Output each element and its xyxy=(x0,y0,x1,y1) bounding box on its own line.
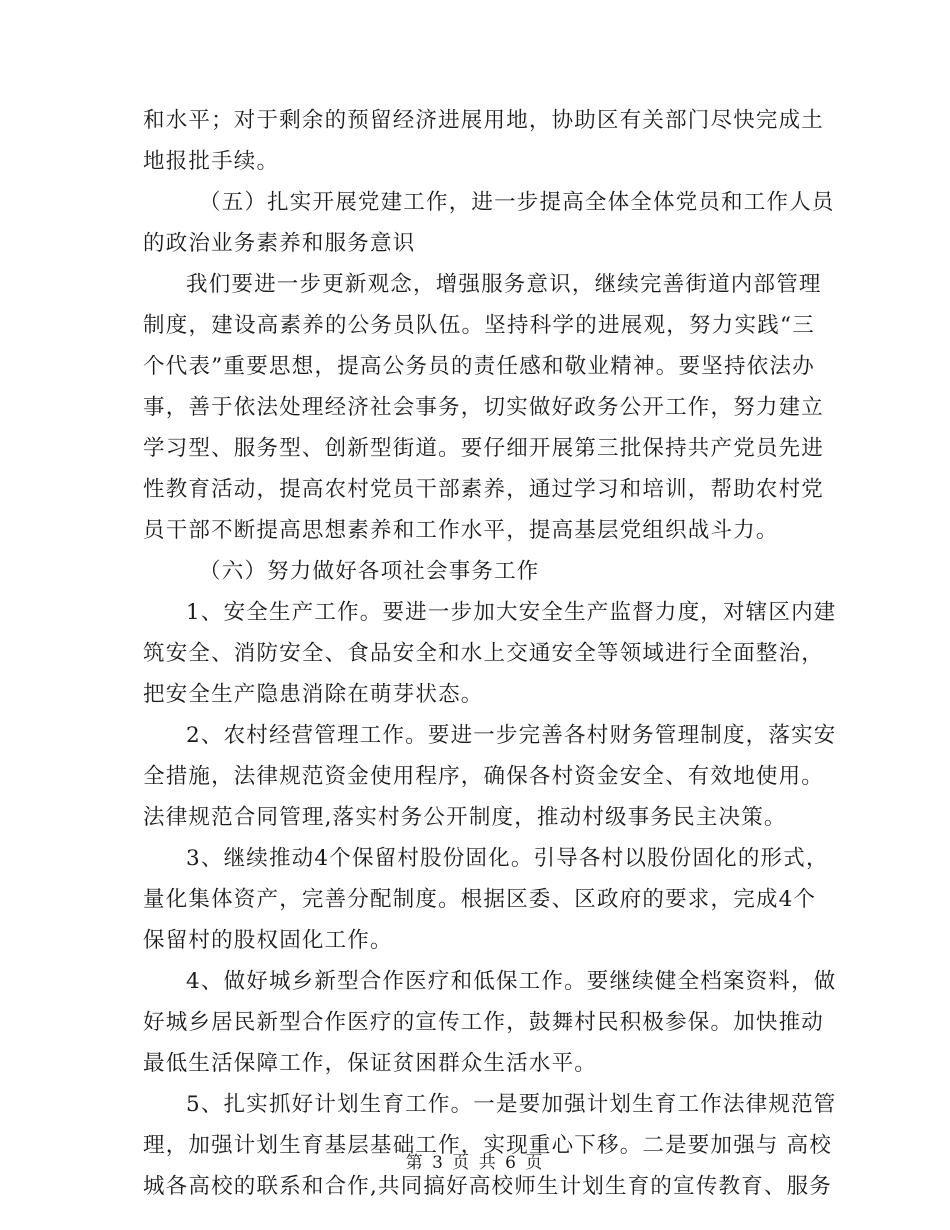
section-heading-line: （五）扎实开展党建工作，进一步提高全体全体党员和工作人员 xyxy=(199,190,835,215)
paragraph-line: 最低生活保障工作，保证贫困群众生活水平。 xyxy=(143,1051,598,1076)
paragraph-line: 1、安全生产工作。要进一步加大安全生产监督力度，对辖区内建 xyxy=(186,600,837,625)
paragraph-line: 保留村的股权固化工作。 xyxy=(143,928,393,953)
section-heading-line: 的政治业务素养和服务意识 xyxy=(143,231,416,256)
section-heading-line: （六）努力做好各项社会事务工作 xyxy=(199,559,540,584)
paragraph-line: 学习型、服务型、创新型街道。要仔细开展第三批保持共产党员先进 xyxy=(143,436,825,461)
paragraph-line: 事，善于依法处理经济社会事务，切实做好政务公开工作，努力建立 xyxy=(143,395,825,420)
paragraph-line: 3、继续推动4个保留村股份固化。引导各村以股份固化的形式， xyxy=(186,846,829,871)
paragraph-line: 5、扎实抓好计划生育工作。一是要加强计划生育工作法律规范管 xyxy=(186,1092,837,1117)
paragraph-line: 把安全生产隐患消除在萌芽状态。 xyxy=(143,682,484,707)
paragraph-line: 我们要进一步更新观念，增强服务意识，继续完善街道内部管理 xyxy=(186,272,822,297)
paragraph-line: 2、农村经营管理工作。要进一步完善各村财务管理制度，落实安 xyxy=(186,723,837,748)
paragraph-line: 4、做好城乡新型合作医疗和低保工作。要继续健全档案资料，做 xyxy=(186,969,837,994)
paragraph-line: 理，加强计划生育基层基础工作，实现重心下移。二是要加强与 高校 xyxy=(143,1133,833,1158)
paragraph-line: 全措施，法律规范资金使用程序，确保各村资金安全、有效地使用。 xyxy=(143,764,825,789)
paragraph-line: 量化集体资产，完善分配制度。根据区委、区政府的要求，完成4个 xyxy=(143,887,817,912)
paragraph-line: 筑安全、消防安全、食品安全和水上交通安全等领域进行全面整治， xyxy=(143,641,825,666)
page-number-footer: 第 3 页 共 6 页 xyxy=(405,1153,545,1173)
paragraph-line: 和水平；对于剩余的预留经济进展用地，协助区有关部门尽快完成土 xyxy=(143,108,825,133)
paragraph-line: 法律规范合同管理,落实村务公开制度，推动村级事务民主决策。 xyxy=(143,805,787,830)
paragraph-line: 制度，建设高素养的公务员队伍。坚持科学的进展观，努力实践“三 xyxy=(143,313,815,338)
paragraph-line: 地报批手续。 xyxy=(143,149,280,174)
paragraph-line: 员干部不断提高思想素养和工作水平，提高基层党组织战斗力。 xyxy=(143,518,779,543)
paragraph-line: 个代表”重要思想，提高公务员的责任感和敬业精神。要坚持依法办 xyxy=(143,354,815,379)
paragraph-line: 好城乡居民新型合作医疗的宣传工作，鼓舞村民积极参保。加快推动 xyxy=(143,1010,825,1035)
paragraph-line: 城各高校的联系和合作,共同搞好高校师生计划生育的宣传教育、服务 xyxy=(143,1174,833,1199)
paragraph-line: 性教育活动，提高农村党员干部素养，通过学习和培训，帮助农村党 xyxy=(143,477,825,502)
document-body xyxy=(143,100,837,1207)
